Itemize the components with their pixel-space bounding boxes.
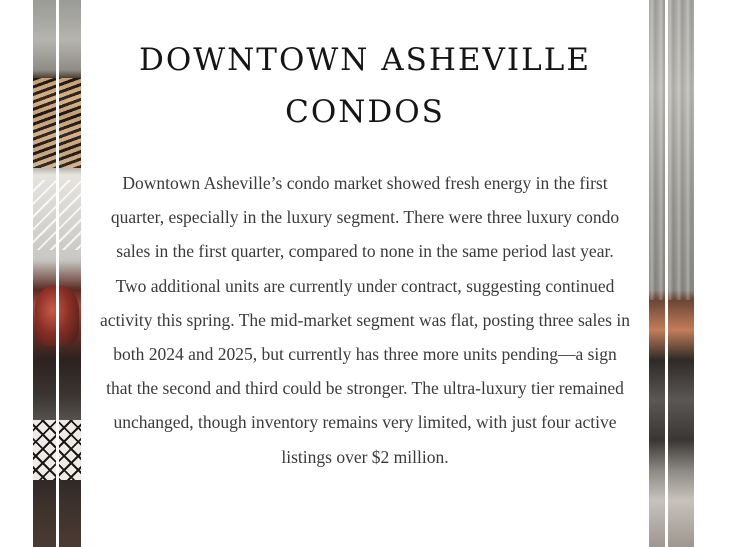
- page-title: [100, 34, 630, 138]
- body-paragraph: Downtown Asheville’s condo market showed fresh energy in the first quarter, especially in the luxury segment. There were three luxury condo sales in the first quarter, compared to none in the same period last year. Two additional units are currently under contract, suggesting continued activity this spring. The mid-market segment was flat, posting three sales in both 2024 and 2025, but currently has three more units pending—a sign that the second and third could be stronger. The ultra-luxury tier remained unchanged, though inventory remains very limited, with just four active listings over $2 million.: [100, 173, 630, 467]
- strip-divider: [56, 0, 59, 547]
- window-curtain: [649, 0, 694, 300]
- title-line-1: DOWNTOWN ASHEVILLE: [139, 42, 591, 78]
- left-photo-strip: [33, 0, 81, 547]
- right-photo-strip: [649, 0, 694, 547]
- strip-divider: [665, 0, 668, 547]
- article: [100, 0, 630, 474]
- title-line-2: CONDOS: [285, 94, 445, 130]
